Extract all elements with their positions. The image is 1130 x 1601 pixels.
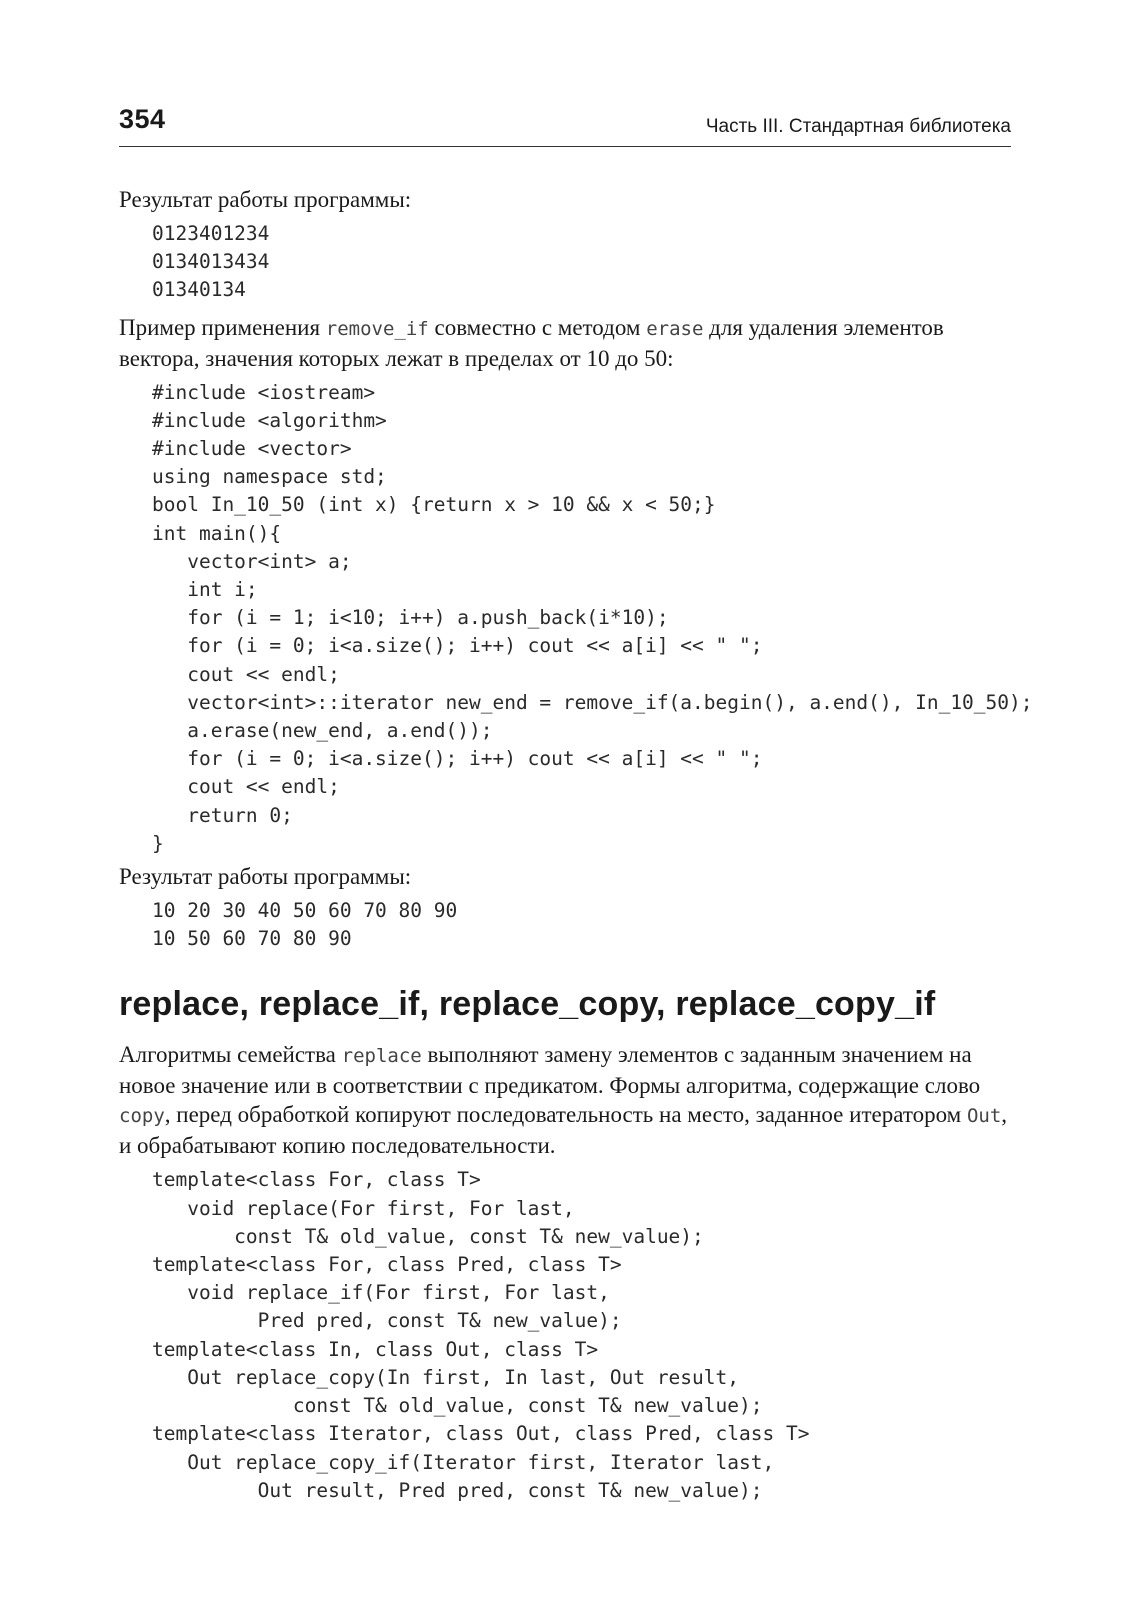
inline-code: erase	[646, 317, 704, 340]
text-span: выполняют замену элементов с заданным значением на новое значение или в соответствии с предикатом. Формы алгоритма, содержащие слово	[119, 1042, 981, 1099]
text-span: совместно с методом	[428, 314, 647, 340]
running-title: Часть III. Стандартная библиотека	[705, 116, 1011, 137]
inline-code: copy	[119, 1105, 165, 1128]
code-signatures: template<class For, class T> void replace(For first, For last, const T& old_value, const T& new_value); template<class For, class Pred, class T> void replace_if(For first, For last, Pred pred, const T& new_value); template<class In, class Out, class T> Out replace_copy(In first, In last, Out result, const T& old_value, const T& new_value); template<class Iterator, class Out, class Pred, class T> Out replace_copy_if(Iterator first, Iterator last, Out result, Pred pred, const T& new_value);	[152, 1168, 810, 1502]
program-output: 10 20 30 40 50 60 70 80 90 10 50 60 70 80 90	[152, 899, 458, 951]
text-span: Пример применения	[119, 314, 326, 340]
page-header	[119, 100, 1011, 147]
text-span: , и обрабатывают копию последовательности.	[119, 1102, 1008, 1159]
inline-code: Out	[966, 1105, 1002, 1128]
example-paragraph	[119, 313, 1011, 373]
code-example: #include <iostream> #include <algorithm> #include <vector> using namespace std; bool In_10_50 (int x) {return x > 10 && x < 50;} int main(){ vector<int> a; int i; for (i = 1; i<10; i++) a.push_back(i*10); for (i = 0; i<a.size(); i++) cout << a[i] << " "; cout << endl; vector<int>::iterator new_end = remove_if(a.begin(), a.end(), In_10_50); a.erase(new_end, a.end()); for (i = 0; i<a.size(); i++) cout << a[i] << " "; cout << endl; return 0; }	[152, 380, 1033, 855]
inline-code: remove_if	[325, 317, 429, 340]
program-output: 0123401234 0134013434 01340134	[152, 222, 270, 302]
inline-code: replace	[341, 1045, 422, 1068]
text-span: , перед обработкой копируют последовательность на место, заданное итератором	[164, 1102, 967, 1128]
section-title: replace, replace_if, replace_copy, replace_copy_if	[119, 985, 936, 1024]
description-paragraph	[119, 1040, 1011, 1160]
text-span: Алгоритмы семейства	[119, 1042, 342, 1068]
text-span: для удаления элементов вектора, значения которых лежат в пределах от 10 до 50:	[119, 314, 944, 371]
result-label: Результат работы программы:	[119, 864, 412, 890]
page-number: 354	[119, 104, 166, 134]
book-page	[119, 100, 1033, 1505]
result-label: Результат работы программы:	[119, 187, 412, 212]
